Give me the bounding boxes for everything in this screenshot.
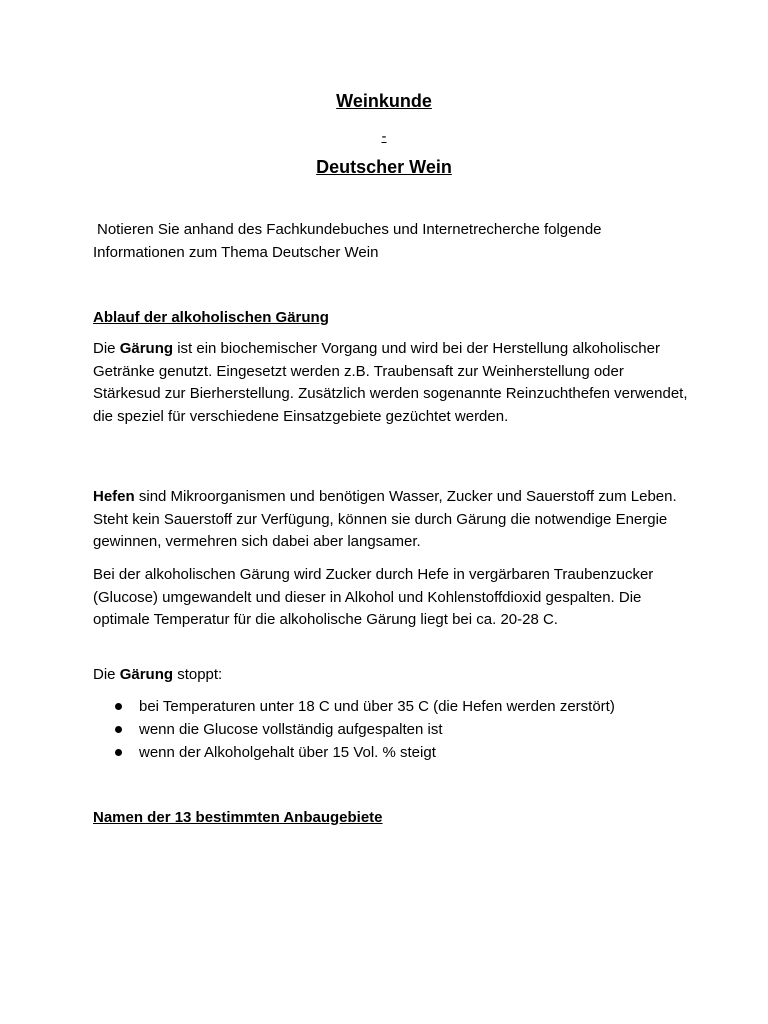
list-item (93, 695, 713, 718)
paragraph-gaerung-stoppt (93, 664, 693, 687)
paragraph-alkoholische-gaerung (93, 564, 693, 632)
list-item-text: wenn der Alkoholgehalt über 15 Vol. % steigt (139, 744, 436, 761)
text-run: ist ein biochemischer Vorgang und wird bei der Herstellung alkoholischer Getränke genutzt. Eingesetzt werden z.B. Traubensaft zur Weinherstellung oder Stärkesud zur Bierherstellung. Zusätzlich werden sogenannte Reinzuchthefen verwendet, die speziel für verschiedene Einsatzgebiete gezüchtet werden. (93, 340, 688, 425)
text-run: sind Mikroorganismen und benötigen Wasser, Zucker und Sauerstoff zum Leben. Steht kein Sauerstoff zur Verfügung, können sie durch Gärung die notwendige Energie gewinnen, vermehren sich dabei aber langsamer. (93, 488, 677, 551)
text-run: stoppt: (173, 666, 223, 683)
intro-line-2: Informationen zum Thema Deutscher Wein (93, 243, 379, 261)
text-run: Die (93, 666, 120, 683)
list-item-text: wenn die Glucose vollständig aufgespalten ist (139, 721, 443, 738)
bullet-list-gaerung-stopp (93, 695, 713, 764)
intro-text (93, 219, 693, 264)
bold-term: Hefen (93, 488, 135, 505)
bullet-icon (115, 703, 122, 710)
paragraph-gaerung-definition (93, 338, 693, 428)
text-run: Die (93, 340, 120, 357)
list-item-text: bei Temperaturen unter 18 C und über 35 C (die Hefen werden zerstört) (139, 698, 615, 715)
bold-term: Gärung (119, 340, 174, 357)
bullet-icon (115, 726, 122, 733)
title-separator: - (381, 128, 387, 145)
document-title: Weinkunde (336, 91, 432, 111)
text-run: Bei der alkoholischen Gärung wird Zucker durch Hefe in vergärbaren Traubenzucker (Glucose) umgewandelt und dieser in Alkohol und Kohlenstoffdioxid gespalten. Die optimale Temperatur für die alkoholische Gärung liegt bei ca. 20-28 C. (93, 566, 654, 629)
section-heading-gaerung: Ablauf der alkoholischen Gärung (93, 309, 329, 326)
list-item (93, 741, 713, 764)
document-subtitle: Deutscher Wein (316, 157, 452, 177)
bullet-icon (115, 749, 122, 756)
section-heading-anbaugebiete: Namen der 13 bestimmten Anbaugebiete (93, 809, 383, 826)
intro-line-1: Notieren Sie anhand des Fachkundebuches und Internetrecherche folgende (97, 221, 602, 238)
list-item (93, 718, 713, 741)
paragraph-hefen (93, 486, 693, 554)
bold-term: Gärung (119, 666, 174, 683)
